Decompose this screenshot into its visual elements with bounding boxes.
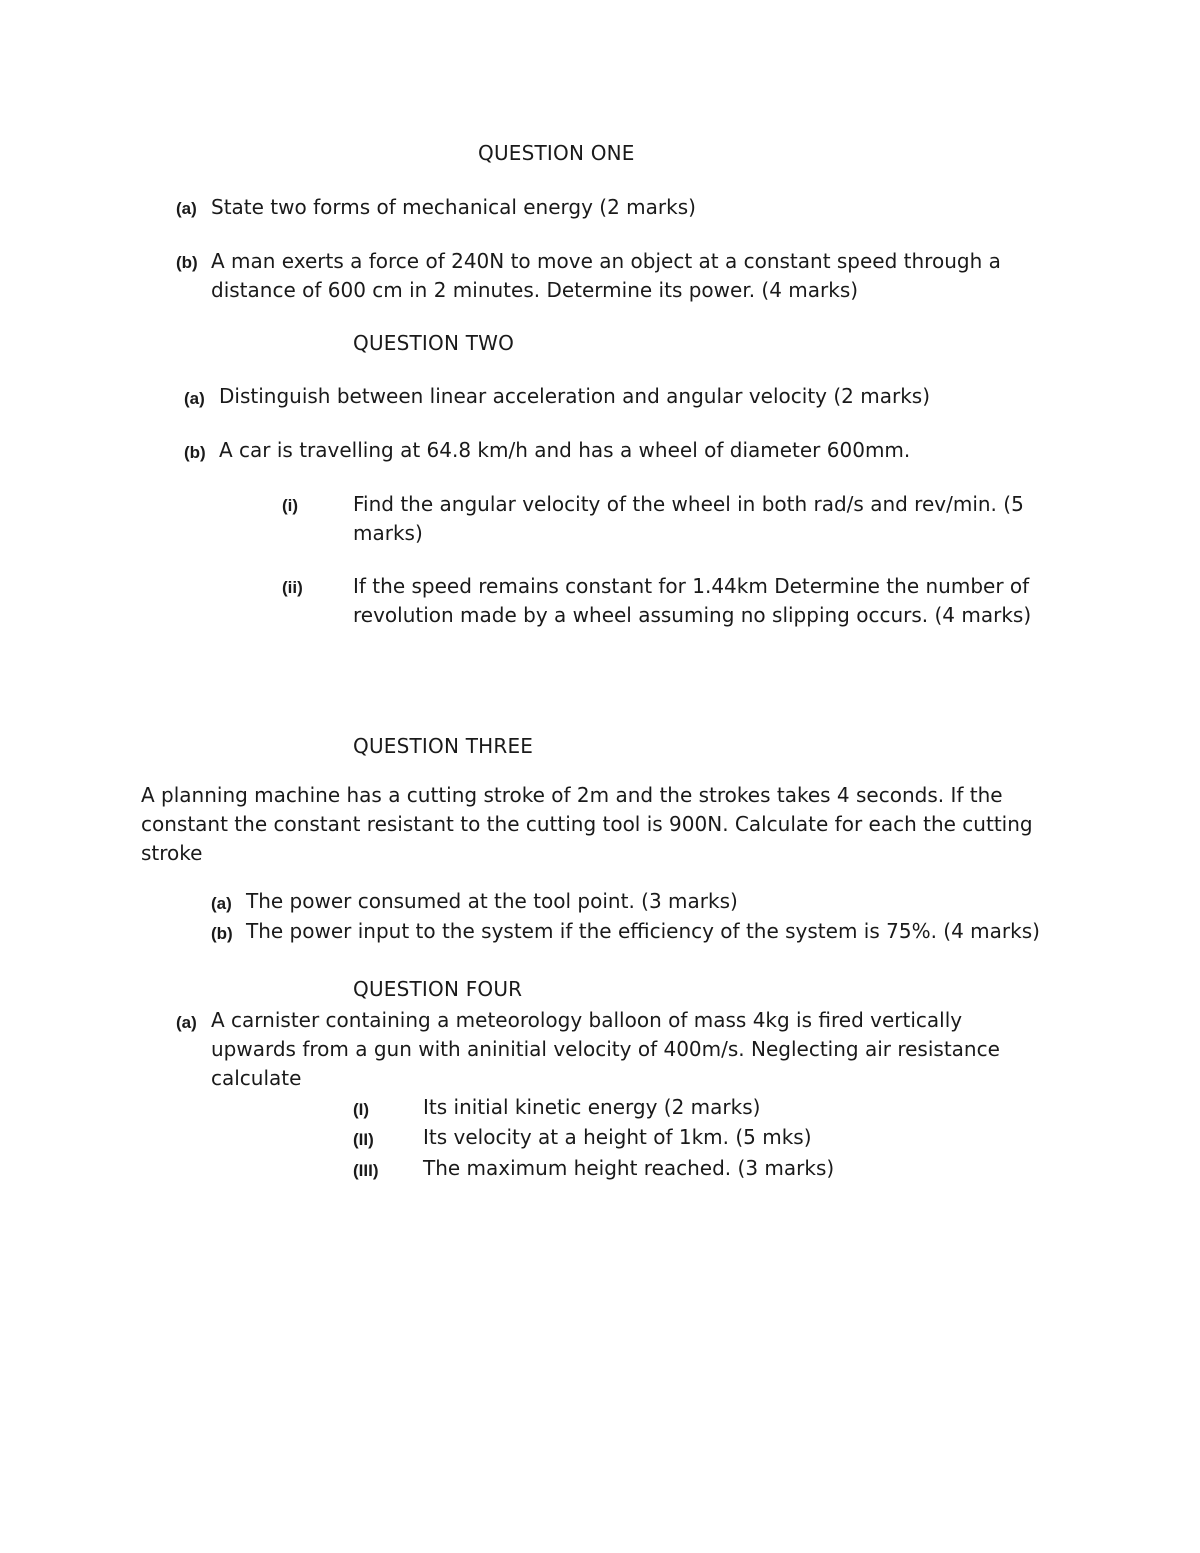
q2-b-text: A car is travelling at 64.8 km/h and has a wheel of diameter 600mm. xyxy=(219,438,911,462)
q3-a-label: (a) xyxy=(211,894,232,913)
q2-i-text: Find the angular velocity of the wheel in both rad/s and rev/min. (5 marks) xyxy=(353,492,1024,545)
q4-i-label: (I) xyxy=(353,1100,370,1119)
q4-a-label: (a) xyxy=(176,1013,197,1032)
q3-b-text: The power input to the system if the efficiency of the system is 75%. (4 marks) xyxy=(246,919,1040,943)
q4-i-text: Its initial kinetic energy (2 marks) xyxy=(423,1095,761,1119)
q4-ii-text: Its velocity at a height of 1km. (5 mks) xyxy=(423,1125,812,1149)
q4-ii-label: (II) xyxy=(353,1130,374,1149)
question-three-title: QUESTION THREE xyxy=(353,734,534,758)
q1-a-text: State two forms of mechanical energy (2 marks) xyxy=(211,195,696,219)
q3-intro: A planning machine has a cutting stroke of 2m and the strokes takes 4 seconds. If the constant the constant resistant to the cutting tool is 900N. Calculate for each the cutting stroke xyxy=(141,783,1033,865)
q4-iii-label: (III) xyxy=(353,1161,379,1180)
q4-iii-text: The maximum height reached. (3 marks) xyxy=(423,1156,835,1180)
q3-a-text: The power consumed at the tool point. (3 marks) xyxy=(246,889,738,913)
question-one-title: QUESTION ONE xyxy=(478,141,635,165)
q3-b-label: (b) xyxy=(211,924,233,943)
question-two-title: QUESTION TWO xyxy=(353,331,515,355)
q1-b-text: A man exerts a force of 240N to move an object at a constant speed through a distance of 600 cm in 2 minutes. Determine its power. (4 marks) xyxy=(211,249,1001,302)
q2-ii-label: (ii) xyxy=(282,578,303,597)
q1-b-label: (b) xyxy=(176,253,198,272)
q2-a-text: Distinguish between linear acceleration and angular velocity (2 marks) xyxy=(219,384,931,408)
q1-a-label: (a) xyxy=(176,199,197,218)
q2-ii-text: If the speed remains constant for 1.44km Determine the number of revolution made by a wheel assuming no slipping occurs. (4 marks) xyxy=(353,574,1032,627)
q4-a-text: A carnister containing a meteorology balloon of mass 4kg is fired vertically upwards from a gun with aninitial velocity of 400m/s. Neglecting air resistance calculate xyxy=(211,1008,1000,1090)
question-four-title: QUESTION FOUR xyxy=(353,977,523,1001)
q2-i-label: (i) xyxy=(282,496,299,515)
q2-b-label: (b) xyxy=(184,443,206,462)
q2-a-label: (a) xyxy=(184,389,205,408)
